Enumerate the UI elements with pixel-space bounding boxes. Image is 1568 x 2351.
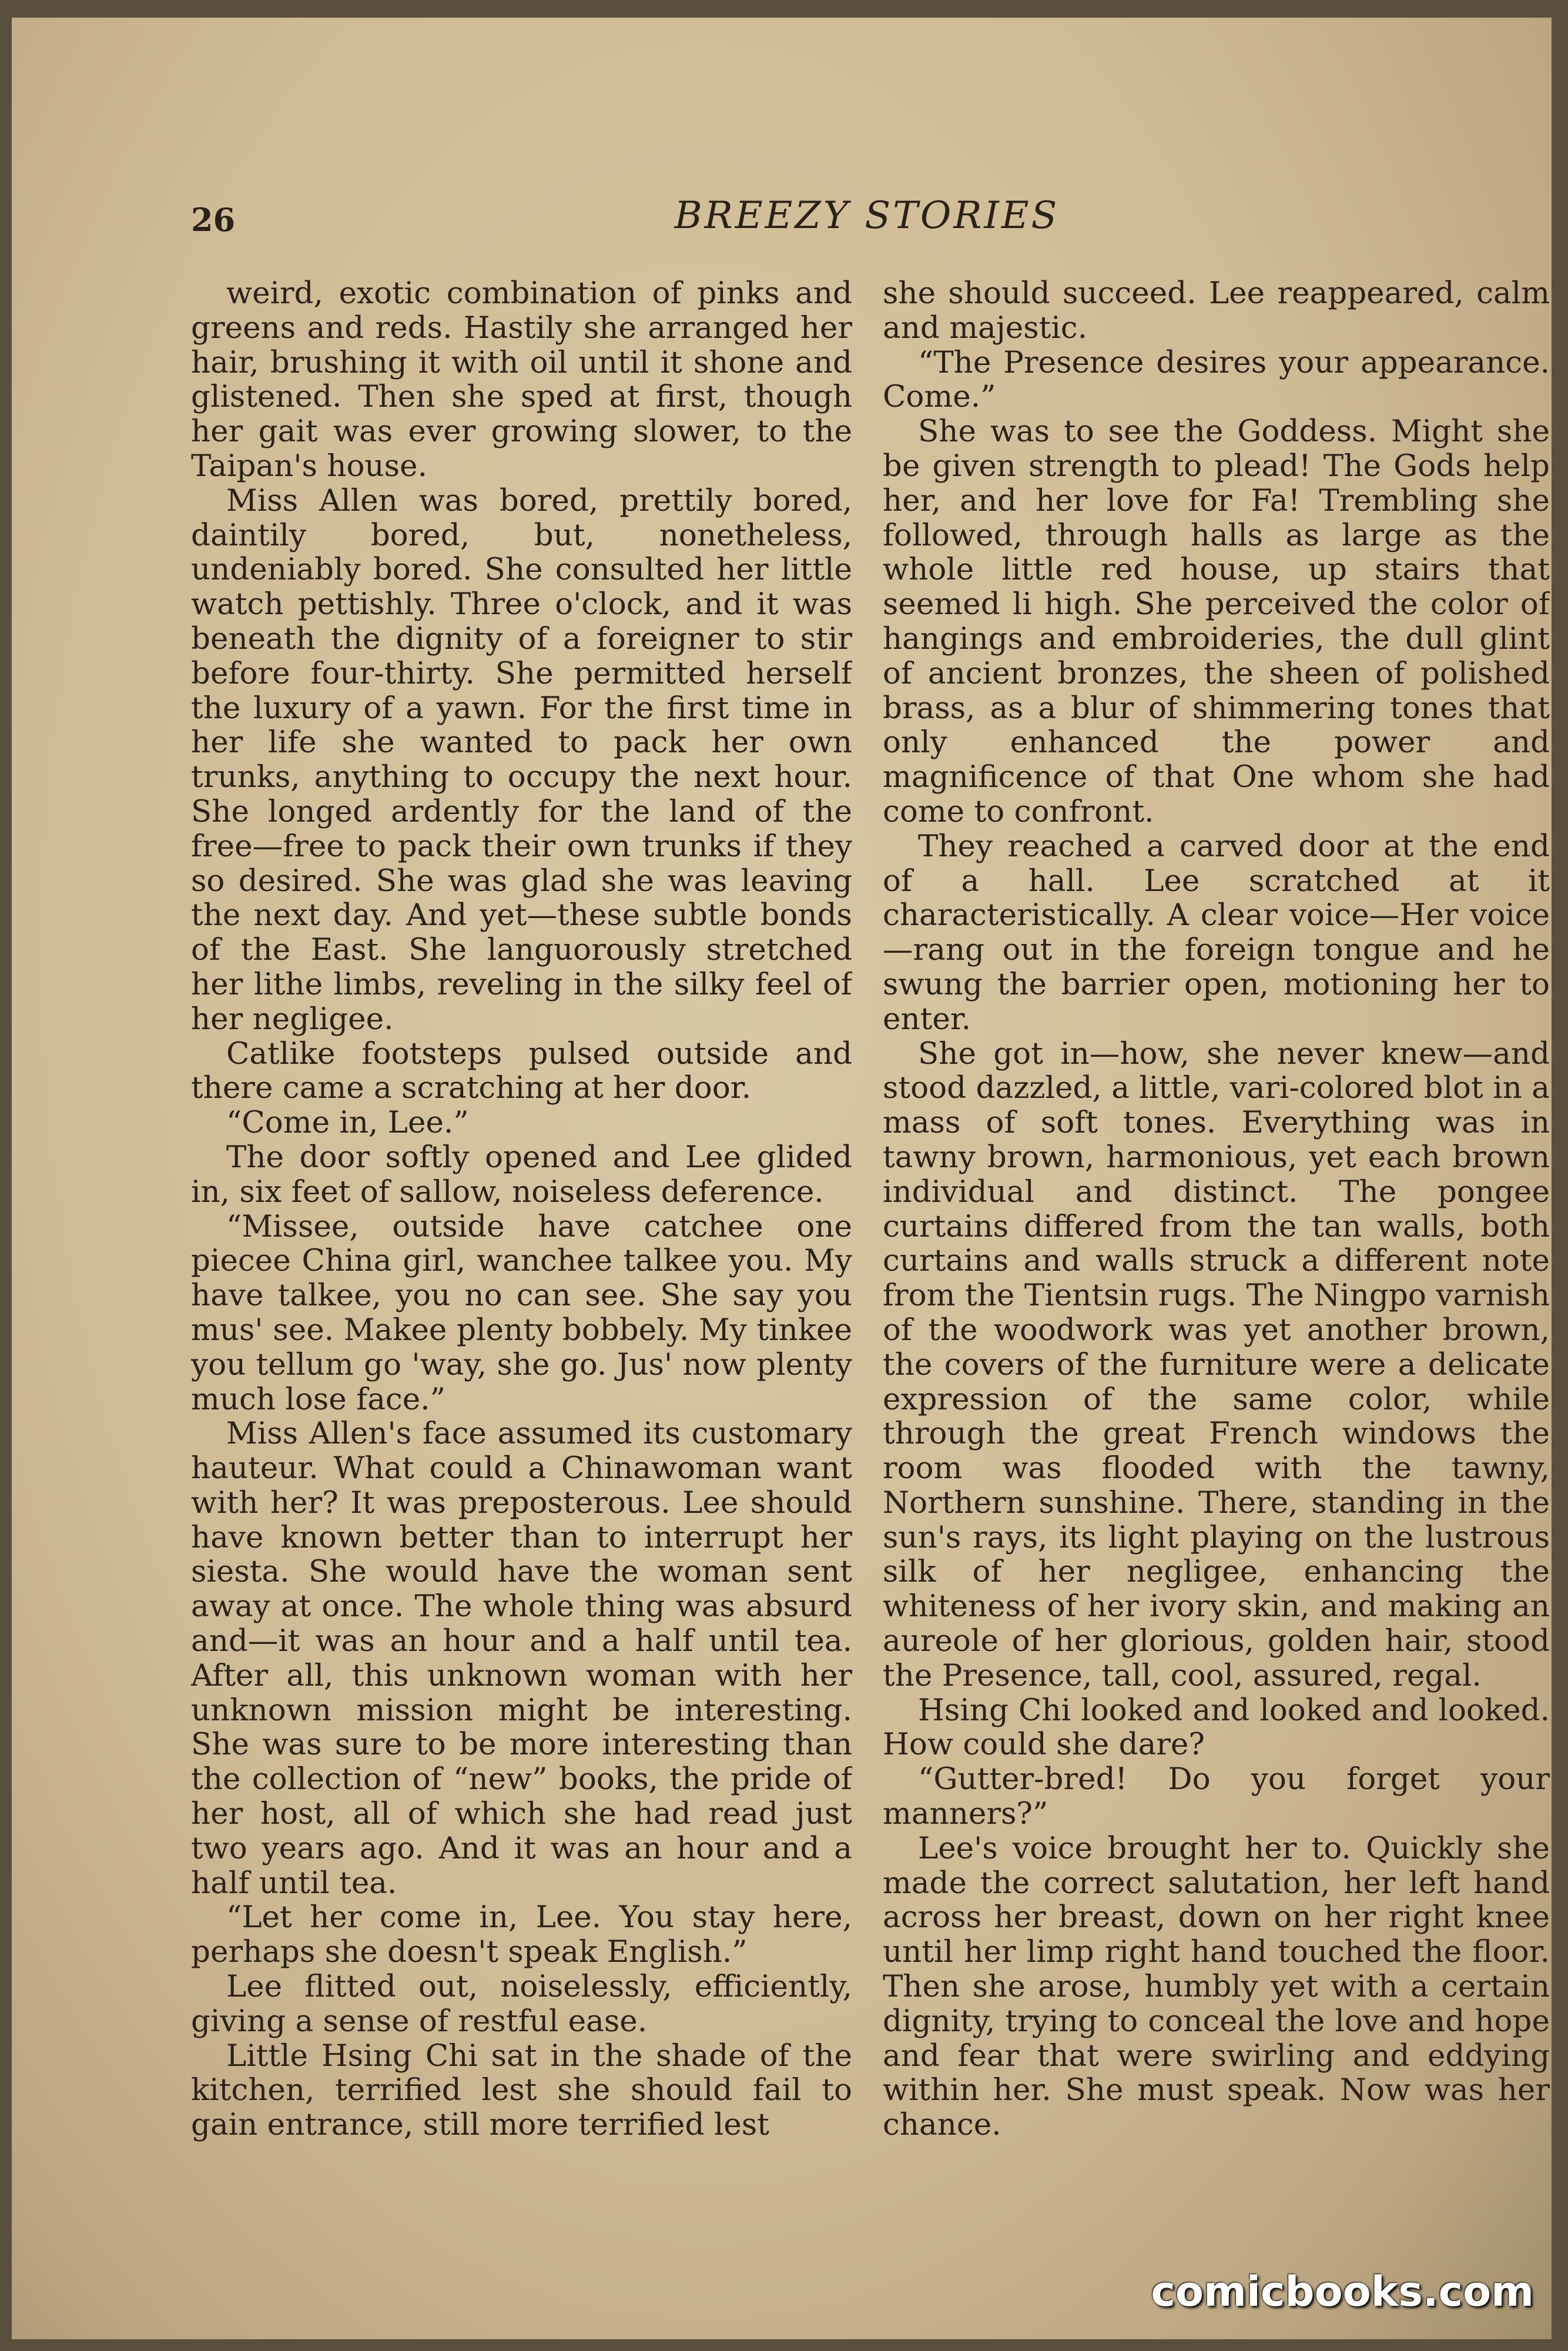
paragraph: “Let her come in, Lee. You stay here, perhaps she doesn't speak English.” — [191, 1900, 852, 1970]
paragraph: “Missee, outside have catchee one piecee China girl, wanchee talkee you. My have talkee, you no can see. She say you mus' see. Makee plenty bobbely. My tinkee you tellum go 'way, she go. Jus' now plenty much lose face.” — [191, 1208, 852, 1417]
paragraph: “The Presence desires your appearance. Come.” — [883, 344, 1550, 415]
paragraph: Miss Allen's face assumed its customary hauteur. What could a Chinawoman want with her? It was preposterous. Lee should have known better than to interrupt her siesta. She would have the woman sent away at once. The whole thing was absurd and—it was an hour and a half until tea. After all, this unknown woman with her unknown mission might be interesting. She was sure to be more interesting than the collection of “new” books, the pride of her host, all of which she had read just two years ago. And it was an hour and a half until tea. — [191, 1416, 852, 1901]
watermark: comicbooks.com — [1151, 2268, 1534, 2316]
paragraph: Lee flitted out, noiselessly, efficiently, giving a sense of restful ease. — [191, 1969, 852, 2039]
paragraph: She was to see the Goddess. Might she be given strength to plead! The Gods help her, and her love for Fa! Trembling she followed, through halls as large as the whole little red house, up stairs that seemed li high. She perceived the color of hangings and embroideries, the dull glint of ancient bronzes, the sheen of polished brass, as a blur of shimmering tones that only enhanced the power and magnificence of that One whom she had come to confront. — [883, 414, 1550, 829]
running-title: BREEZY STORIES — [674, 194, 1060, 237]
paragraph: Lee's voice brought her to. Quickly she made the correct salutation, her left hand across her breast, down on her right knee until her limp right hand touched the floor. Then she arose, humbly yet with a certain dignity, trying to conceal the love and hope and fear that were swirling and eddying within her. She must speak. Now was her chance. — [883, 1830, 1550, 2143]
paragraph: She got in—how, she never knew—and stood dazzled, a little, vari-colored blot in a mass of soft tones. Everything was in tawny brown, harmonious, yet each brown individual and distinct. The pongee curtains differed from the tan walls, both curtains and walls struck a different note from the Tientsin rugs. The Ningpo varnish of the woodwork was yet another brown, the covers of the furniture were a delicate expression of the same color, while through the great French windows the room was flooded with the tawny, Northern sunshine. There, standing in the sun's rays, its light playing on the lustrous silk of her negligee, enhancing the whiteness of her ivory skin, and making an aureole of her glorious, golden hair, stood the Presence, tall, cool, assured, regal. — [883, 1036, 1550, 1693]
paragraph: weird, exotic combination of pinks and greens and reds. Hastily she arranged her hair, brushing it with oil until it shone and glistened. Then she sped at first, though her gait was ever growing slower, to the Taipan's house. — [191, 276, 852, 484]
paragraph: Catlike footsteps pulsed outside and there came a scratching at her door. — [191, 1036, 852, 1106]
right-column — [883, 276, 1550, 2175]
paragraph: she should succeed. Lee reappeared, calm and majestic. — [883, 276, 1550, 346]
book-page — [12, 18, 1552, 2339]
paragraph: The door softly opened and Lee glided in, six feet of sallow, noiseless deference. — [191, 1139, 852, 1210]
paragraph: Little Hsing Chi sat in the shade of the kitchen, terrified lest she should fail to gain entrance, still more terrified lest — [191, 2038, 852, 2143]
paragraph: Hsing Chi looked and looked and looked. How could she dare? — [883, 1692, 1550, 1763]
paragraph: “Gutter-bred! Do you forget your manners?” — [883, 1761, 1550, 1832]
paragraph: “Come in, Lee.” — [226, 1105, 469, 1141]
paragraph: They reached a carved door at the end of a hall. Lee scratched at it characteristically. A clear voice—Her voice—rang out in the foreign tongue and he swung the barrier open, motioning her to enter. — [883, 828, 1550, 1037]
page-number: 26 — [191, 201, 236, 239]
page-header — [191, 194, 1543, 247]
paragraph: Miss Allen was bored, prettily bored, daintily bored, but, nonetheless, undeniably bored. She consulted her little watch pettishly. Three o'clock, and it was beneath the dignity of a foreigner to stir before four-thirty. She permitted herself the luxury of a yawn. For the first time in her life she wanted to pack her own trunks, anything to occupy the next hour. She longed ardently for the land of the free—free to pack their own trunks if they so desired. She was glad she was leaving the next day. And yet—these subtle bonds of the East. She languorously stretched her lithe limbs, reveling in the silky feel of her negligee. — [191, 483, 852, 1037]
left-column — [191, 276, 852, 2175]
